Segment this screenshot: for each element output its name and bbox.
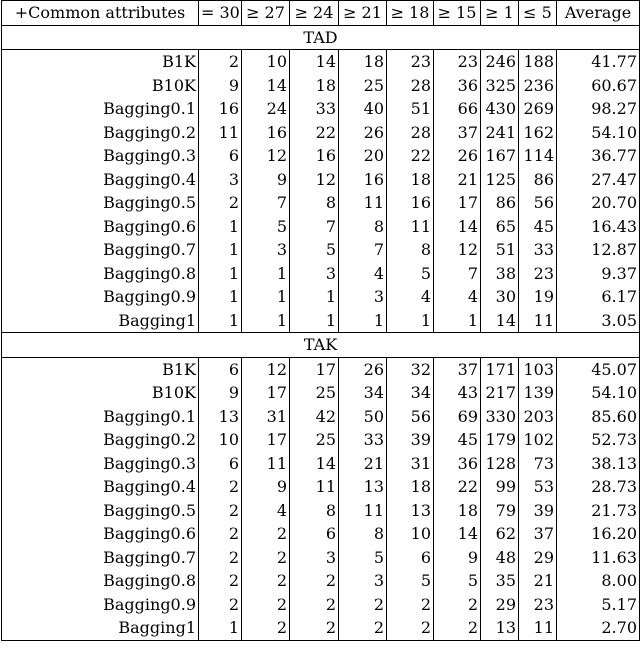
table-cell: 37 <box>519 522 557 546</box>
table-cell: 11 <box>519 616 557 640</box>
table-cell: 5 <box>434 569 481 593</box>
header-eq-30: = 30 <box>199 1 242 26</box>
table-cell: 11 <box>339 191 387 215</box>
table-cell: 171 <box>481 357 519 381</box>
table-cell: 1 <box>199 309 242 333</box>
table-cell: 12 <box>290 168 339 192</box>
table-cell: 2 <box>199 475 242 499</box>
table-cell: 7 <box>290 215 339 239</box>
table-cell: 41.77 <box>557 50 640 74</box>
table-cell: 23 <box>387 50 434 74</box>
table-cell: 11 <box>242 452 290 476</box>
table-cell: 5 <box>387 569 434 593</box>
table-cell: 53 <box>519 475 557 499</box>
table-cell: 62 <box>481 522 519 546</box>
table-cell: 33 <box>339 428 387 452</box>
table-cell: 11.63 <box>557 546 640 570</box>
table-cell: 10 <box>242 50 290 74</box>
table-cell: 330 <box>481 405 519 429</box>
table-cell: 12 <box>242 144 290 168</box>
table-cell: 4 <box>242 499 290 523</box>
table-cell: 16.20 <box>557 522 640 546</box>
table-cell: 3.05 <box>557 309 640 333</box>
table-cell: 69 <box>434 405 481 429</box>
table-cell: 23 <box>519 262 557 286</box>
table-cell: 179 <box>481 428 519 452</box>
table-cell: 14 <box>434 215 481 239</box>
table-cell: 42 <box>290 405 339 429</box>
table-cell: 11 <box>339 499 387 523</box>
table-cell: 1 <box>339 309 387 333</box>
table-cell: 98.27 <box>557 97 640 121</box>
table-row <box>2 238 640 262</box>
table-cell: 12.87 <box>557 238 640 262</box>
table-cell: 4 <box>434 285 481 309</box>
row-label: Bagging0.4 <box>2 168 199 192</box>
table-cell: 2 <box>199 50 242 74</box>
table-row <box>2 121 640 145</box>
table-cell: 269 <box>519 97 557 121</box>
table-cell: 2 <box>387 593 434 617</box>
table-cell: 8 <box>290 499 339 523</box>
table-row <box>2 546 640 570</box>
table-cell: 8.00 <box>557 569 640 593</box>
table-cell: 2 <box>434 593 481 617</box>
table-cell: 14 <box>481 309 519 333</box>
table-cell: 99 <box>481 475 519 499</box>
table-cell: 102 <box>519 428 557 452</box>
table-cell: 2 <box>242 616 290 640</box>
table-cell: 34 <box>387 381 434 405</box>
table-cell: 23 <box>519 593 557 617</box>
header-ge-24: ≥ 24 <box>290 1 339 26</box>
table-cell: 8 <box>339 215 387 239</box>
table-cell: 45 <box>434 428 481 452</box>
section-row-tad <box>2 25 640 50</box>
table-cell: 167 <box>481 144 519 168</box>
table-cell: 13 <box>387 499 434 523</box>
row-label: Bagging0.9 <box>2 285 199 309</box>
table-cell: 26 <box>434 144 481 168</box>
header-ge-1: ≥ 1 <box>481 1 519 26</box>
table-cell: 73 <box>519 452 557 476</box>
table-cell: 39 <box>387 428 434 452</box>
table-cell: 203 <box>519 405 557 429</box>
table-row <box>2 616 640 640</box>
table-cell: 2 <box>199 522 242 546</box>
table-cell: 35 <box>481 569 519 593</box>
section-row-tak <box>2 333 640 358</box>
table-cell: 60.67 <box>557 74 640 98</box>
table-cell: 13 <box>199 405 242 429</box>
table-cell: 5 <box>242 215 290 239</box>
table-cell: 8 <box>387 238 434 262</box>
table-cell: 18 <box>387 475 434 499</box>
row-label: Bagging1 <box>2 309 199 333</box>
table-cell: 2 <box>199 191 242 215</box>
table-cell: 36 <box>434 74 481 98</box>
table-cell: 21 <box>434 168 481 192</box>
header-row <box>2 1 640 26</box>
table-row <box>2 569 640 593</box>
table-cell: 34 <box>339 381 387 405</box>
table-cell: 25 <box>290 428 339 452</box>
table-cell: 2 <box>199 593 242 617</box>
table-cell: 21.73 <box>557 499 640 523</box>
header-ge-15: ≥ 15 <box>434 1 481 26</box>
section-title: TAK <box>2 333 640 358</box>
table-cell: 4 <box>387 285 434 309</box>
table-row <box>2 309 640 333</box>
row-label: Bagging0.6 <box>2 522 199 546</box>
table-cell: 139 <box>519 381 557 405</box>
table-cell: 11 <box>290 475 339 499</box>
table-cell: 29 <box>481 593 519 617</box>
table-cell: 3 <box>290 262 339 286</box>
header-ge-18: ≥ 18 <box>387 1 434 26</box>
row-label: Bagging0.2 <box>2 428 199 452</box>
table-cell: 4 <box>339 262 387 286</box>
table-row <box>2 475 640 499</box>
table-row <box>2 522 640 546</box>
table-cell: 2 <box>242 569 290 593</box>
table-cell: 1 <box>199 616 242 640</box>
table-cell: 6.17 <box>557 285 640 309</box>
table-cell: 17 <box>434 191 481 215</box>
table-cell: 7 <box>242 191 290 215</box>
table-cell: 29 <box>519 546 557 570</box>
table-cell: 65 <box>481 215 519 239</box>
table-cell: 37 <box>434 121 481 145</box>
row-label: B10K <box>2 74 199 98</box>
table-cell: 6 <box>199 144 242 168</box>
table-cell: 3 <box>199 168 242 192</box>
table-cell: 50 <box>339 405 387 429</box>
table-cell: 22 <box>434 475 481 499</box>
table-cell: 1 <box>387 309 434 333</box>
table-cell: 8 <box>290 191 339 215</box>
table-cell: 38.13 <box>557 452 640 476</box>
table-cell: 1 <box>242 285 290 309</box>
table-cell: 9.37 <box>557 262 640 286</box>
table-cell: 18 <box>387 168 434 192</box>
row-label: Bagging0.5 <box>2 499 199 523</box>
results-table <box>1 0 640 641</box>
table-cell: 21 <box>519 569 557 593</box>
table-row <box>2 285 640 309</box>
table-cell: 5 <box>290 238 339 262</box>
row-label: Bagging0.5 <box>2 191 199 215</box>
section-title: TAD <box>2 25 640 50</box>
row-label: Bagging0.6 <box>2 215 199 239</box>
table-cell: 20.70 <box>557 191 640 215</box>
table-row <box>2 405 640 429</box>
table-cell: 1 <box>290 309 339 333</box>
table-cell: 1 <box>199 238 242 262</box>
table-cell: 7 <box>434 262 481 286</box>
table-cell: 2 <box>339 616 387 640</box>
table-cell: 188 <box>519 50 557 74</box>
table-cell: 5 <box>387 262 434 286</box>
table-row <box>2 499 640 523</box>
row-label: Bagging0.3 <box>2 452 199 476</box>
table-cell: 16 <box>387 191 434 215</box>
table-cell: 37 <box>434 357 481 381</box>
table-cell: 128 <box>481 452 519 476</box>
table-cell: 79 <box>481 499 519 523</box>
table-cell: 325 <box>481 74 519 98</box>
table-row <box>2 452 640 476</box>
table-cell: 2 <box>387 616 434 640</box>
table-cell: 5.17 <box>557 593 640 617</box>
table-cell: 16.43 <box>557 215 640 239</box>
table-cell: 45.07 <box>557 357 640 381</box>
table-cell: 19 <box>519 285 557 309</box>
row-label: Bagging0.3 <box>2 144 199 168</box>
table-cell: 2 <box>290 569 339 593</box>
table-cell: 8 <box>339 522 387 546</box>
table-cell: 14 <box>290 50 339 74</box>
table-cell: 27.47 <box>557 168 640 192</box>
row-label: Bagging0.2 <box>2 121 199 145</box>
table-cell: 51 <box>387 97 434 121</box>
table-row <box>2 381 640 405</box>
table-cell: 38 <box>481 262 519 286</box>
table-cell: 48 <box>481 546 519 570</box>
table-cell: 1 <box>199 215 242 239</box>
table-cell: 11 <box>387 215 434 239</box>
table-cell: 13 <box>339 475 387 499</box>
table-cell: 16 <box>242 121 290 145</box>
table-cell: 14 <box>290 452 339 476</box>
table-cell: 5 <box>339 546 387 570</box>
table-cell: 2 <box>242 546 290 570</box>
table-cell: 18 <box>339 50 387 74</box>
table-cell: 7 <box>339 238 387 262</box>
row-label: B1K <box>2 357 199 381</box>
table-cell: 1 <box>242 262 290 286</box>
row-label: Bagging0.7 <box>2 238 199 262</box>
table-cell: 25 <box>290 381 339 405</box>
row-label: Bagging0.4 <box>2 475 199 499</box>
table-cell: 1 <box>434 309 481 333</box>
table-cell: 17 <box>242 381 290 405</box>
row-label: Bagging0.1 <box>2 97 199 121</box>
table-cell: 54.10 <box>557 121 640 145</box>
table-cell: 6 <box>290 522 339 546</box>
table-cell: 14 <box>434 522 481 546</box>
table-cell: 9 <box>199 381 242 405</box>
table-cell: 43 <box>434 381 481 405</box>
table-cell: 3 <box>242 238 290 262</box>
table-cell: 31 <box>242 405 290 429</box>
table-cell: 2 <box>199 569 242 593</box>
table-cell: 9 <box>242 168 290 192</box>
table-cell: 16 <box>290 144 339 168</box>
table-cell: 22 <box>387 144 434 168</box>
table-cell: 114 <box>519 144 557 168</box>
table-cell: 217 <box>481 381 519 405</box>
table-cell: 22 <box>290 121 339 145</box>
table-cell: 31 <box>387 452 434 476</box>
table-cell: 40 <box>339 97 387 121</box>
table-cell: 26 <box>339 121 387 145</box>
table-cell: 10 <box>199 428 242 452</box>
row-label: Bagging0.8 <box>2 569 199 593</box>
table-cell: 14 <box>242 74 290 98</box>
table-cell: 2 <box>434 616 481 640</box>
row-label: B1K <box>2 50 199 74</box>
table-cell: 56 <box>387 405 434 429</box>
table-row <box>2 50 640 74</box>
table-cell: 30 <box>481 285 519 309</box>
header-le-5: ≤ 5 <box>519 1 557 26</box>
table-cell: 2 <box>199 499 242 523</box>
table-row <box>2 168 640 192</box>
table-cell: 39 <box>519 499 557 523</box>
table-cell: 2 <box>339 593 387 617</box>
table-cell: 28 <box>387 74 434 98</box>
table-cell: 17 <box>242 428 290 452</box>
table-cell: 36 <box>434 452 481 476</box>
table-cell: 2 <box>290 593 339 617</box>
table-cell: 12 <box>434 238 481 262</box>
row-label: Bagging1 <box>2 616 199 640</box>
table-cell: 6 <box>387 546 434 570</box>
table-cell: 3 <box>339 569 387 593</box>
table-cell: 18 <box>434 499 481 523</box>
table-cell: 10 <box>387 522 434 546</box>
table-cell: 45 <box>519 215 557 239</box>
table-cell: 1 <box>199 285 242 309</box>
table-cell: 13 <box>481 616 519 640</box>
header-ge-21: ≥ 21 <box>339 1 387 26</box>
table-cell: 51 <box>481 238 519 262</box>
table-cell: 33 <box>290 97 339 121</box>
table-cell: 26 <box>339 357 387 381</box>
table-row <box>2 262 640 286</box>
table-cell: 2 <box>242 593 290 617</box>
table-cell: 1 <box>242 309 290 333</box>
table-cell: 1 <box>290 285 339 309</box>
table-cell: 28 <box>387 121 434 145</box>
table-row <box>2 191 640 215</box>
row-label: Bagging0.1 <box>2 405 199 429</box>
table-cell: 162 <box>519 121 557 145</box>
header-average: Average <box>557 1 640 26</box>
table-cell: 3 <box>290 546 339 570</box>
table-cell: 16 <box>199 97 242 121</box>
table-cell: 66 <box>434 97 481 121</box>
table-cell: 32 <box>387 357 434 381</box>
row-label: Bagging0.8 <box>2 262 199 286</box>
row-label: B10K <box>2 381 199 405</box>
table-cell: 12 <box>242 357 290 381</box>
table-cell: 86 <box>481 191 519 215</box>
table-cell: 2 <box>290 616 339 640</box>
table-cell: 16 <box>339 168 387 192</box>
table-cell: 2 <box>242 522 290 546</box>
table-row <box>2 97 640 121</box>
table-cell: 241 <box>481 121 519 145</box>
table-row <box>2 215 640 239</box>
table-cell: 11 <box>519 309 557 333</box>
table-cell: 125 <box>481 168 519 192</box>
table-cell: 1 <box>199 262 242 286</box>
table-cell: 25 <box>339 74 387 98</box>
table-cell: 18 <box>290 74 339 98</box>
table-row <box>2 357 640 381</box>
table-cell: 9 <box>434 546 481 570</box>
table-row <box>2 144 640 168</box>
table-cell: 6 <box>199 357 242 381</box>
table-cell: 103 <box>519 357 557 381</box>
table-cell: 21 <box>339 452 387 476</box>
row-label: Bagging0.9 <box>2 593 199 617</box>
table-cell: 17 <box>290 357 339 381</box>
table-cell: 24 <box>242 97 290 121</box>
table-cell: 36.77 <box>557 144 640 168</box>
table-cell: 11 <box>199 121 242 145</box>
table-cell: 85.60 <box>557 405 640 429</box>
table-cell: 20 <box>339 144 387 168</box>
table-cell: 33 <box>519 238 557 262</box>
table-cell: 236 <box>519 74 557 98</box>
table-cell: 430 <box>481 97 519 121</box>
row-label: Bagging0.7 <box>2 546 199 570</box>
table-row <box>2 593 640 617</box>
table-row <box>2 74 640 98</box>
table-cell: 54.10 <box>557 381 640 405</box>
table-cell: 52.73 <box>557 428 640 452</box>
table-cell: 2 <box>199 546 242 570</box>
table-cell: 86 <box>519 168 557 192</box>
table-cell: 23 <box>434 50 481 74</box>
table-row <box>2 428 640 452</box>
header-common-attributes: +Common attributes <box>2 1 199 26</box>
table-cell: 6 <box>199 452 242 476</box>
table-cell: 246 <box>481 50 519 74</box>
table-cell: 9 <box>242 475 290 499</box>
header-ge-27: ≥ 27 <box>242 1 290 26</box>
table-cell: 56 <box>519 191 557 215</box>
table-cell: 2.70 <box>557 616 640 640</box>
table-cell: 9 <box>199 74 242 98</box>
table-cell: 28.73 <box>557 475 640 499</box>
table-cell: 3 <box>339 285 387 309</box>
